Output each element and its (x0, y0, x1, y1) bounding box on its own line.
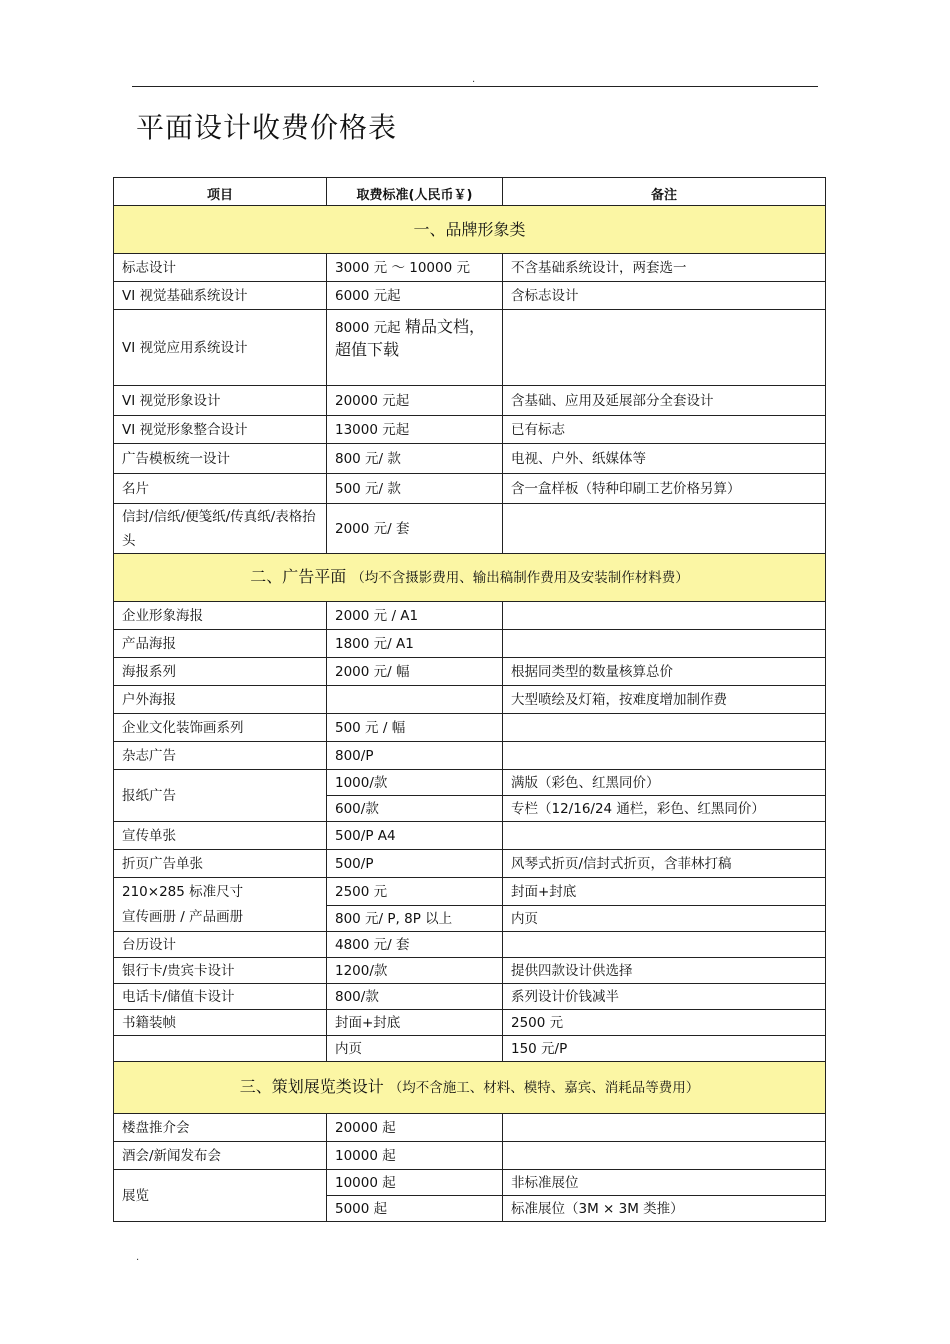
note-cell: 含基础、应用及延展部分全套设计 (503, 386, 826, 416)
item-cell: 银行卡/贵宾卡设计 (114, 958, 327, 984)
table-row (114, 1142, 826, 1170)
item-cell: 信封/信纸/便笺纸/传真纸/表格抬头 (114, 504, 327, 554)
table-row (114, 630, 826, 658)
note-cell: 满版（彩色、红黑同价） (503, 770, 826, 796)
item-cell: 书籍装帧 (114, 1010, 327, 1036)
column-header-item: 项目 (114, 178, 327, 206)
price-table (113, 177, 826, 1222)
item-cell (114, 878, 327, 932)
fee-text: 8000 元起 (335, 320, 401, 336)
note-cell: 含一盒样板（特种印刷工艺价格另算） (503, 474, 826, 504)
table-row (114, 770, 826, 796)
fee-cell: 10000 起 (327, 1142, 503, 1170)
fee-cell: 2000 元 / A1 (327, 602, 503, 630)
fee-cell: 2000 元/ 幅 (327, 658, 503, 686)
item-cell: 杂志广告 (114, 742, 327, 770)
note-cell: 根据同类型的数量核算总价 (503, 658, 826, 686)
fee-cell: 800 元/ P, 8P 以上 (327, 906, 503, 932)
table-row (114, 1170, 826, 1196)
note-cell (503, 822, 826, 850)
fee-cell: 1200/款 (327, 958, 503, 984)
section-note: （均不含摄影费用、输出稿制作费用及安装制作材料费） (351, 570, 689, 586)
footer-dot: . (136, 1252, 140, 1263)
column-header-note: 备注 (503, 178, 826, 206)
table-row (114, 822, 826, 850)
note-cell: 提供四款设计供选择 (503, 958, 826, 984)
watermark-text: 精品文档， (404, 317, 485, 336)
table-header-row (114, 178, 826, 206)
note-cell: 大型喷绘及灯箱，按难度增加制作费 (503, 686, 826, 714)
fee-cell: 2000 元/ 套 (327, 504, 503, 554)
item-cell: 企业形象海报 (114, 602, 327, 630)
note-cell: 含标志设计 (503, 282, 826, 310)
item-cell: 广告模板统一设计 (114, 444, 327, 474)
table-row (114, 1010, 826, 1036)
column-header-fee: 取费标准(人民币￥) (327, 178, 503, 206)
note-cell: 电视、户外、纸媒体等 (503, 444, 826, 474)
table-row (114, 878, 826, 906)
item-cell: VI 视觉基础系统设计 (114, 282, 327, 310)
item-cell: 展览 (114, 1170, 327, 1222)
fee-cell: 20000 起 (327, 1114, 503, 1142)
table-row (114, 1114, 826, 1142)
table-row (114, 850, 826, 878)
note-cell (503, 602, 826, 630)
table-row (114, 932, 826, 958)
note-cell: 标准展位（3M × 3M 类推） (503, 1196, 826, 1222)
section-header (114, 554, 826, 602)
fee-cell (327, 686, 503, 714)
item-cell: 折页广告单张 (114, 850, 327, 878)
watermark-text-line2: 超值下载 (335, 340, 400, 359)
fee-cell: 1000/款 (327, 770, 503, 796)
fee-cell: 5000 起 (327, 1196, 503, 1222)
note-cell (503, 742, 826, 770)
item-cell: 台历设计 (114, 932, 327, 958)
note-cell: 非标准展位 (503, 1170, 826, 1196)
note-cell (503, 714, 826, 742)
fee-cell: 封面+封底 (327, 1010, 503, 1036)
item-cell: 报纸广告 (114, 770, 327, 822)
item-cell: VI 视觉形象整合设计 (114, 416, 327, 444)
item-cell: VI 视觉应用系统设计 (114, 310, 327, 386)
table-row (114, 416, 826, 444)
table-row (114, 474, 826, 504)
item-line: 宣传画册 / 产品画册 (122, 908, 244, 925)
fee-cell: 500/P (327, 850, 503, 878)
note-cell: 150 元/P (503, 1036, 826, 1062)
item-cell: VI 视觉形象设计 (114, 386, 327, 416)
note-cell: 已有标志 (503, 416, 826, 444)
table-row (114, 714, 826, 742)
item-cell: 标志设计 (114, 254, 327, 282)
item-line: 210×285 标准尺寸 (122, 883, 244, 900)
item-cell: 酒会/新闻发布会 (114, 1142, 327, 1170)
note-cell (503, 932, 826, 958)
table-row (114, 310, 826, 386)
note-cell (503, 1114, 826, 1142)
item-cell: 产品海报 (114, 630, 327, 658)
table-row (114, 504, 826, 554)
note-cell: 内页 (503, 906, 826, 932)
item-cell: 户外海报 (114, 686, 327, 714)
table-row (114, 686, 826, 714)
table-row (114, 602, 826, 630)
fee-cell: 500 元/ 款 (327, 474, 503, 504)
note-cell: 专栏（12/16/24 通栏，彩色、红黑同价） (503, 796, 826, 822)
section-title: 二、广告平面 (250, 567, 347, 586)
note-cell (503, 1142, 826, 1170)
section-header (114, 206, 826, 254)
fee-cell: 13000 元起 (327, 416, 503, 444)
fee-cell: 4800 元/ 套 (327, 932, 503, 958)
note-cell: 不含基础系统设计，两套选一 (503, 254, 826, 282)
item-cell (114, 1036, 327, 1062)
table-row (114, 1036, 826, 1062)
fee-cell (327, 310, 503, 386)
item-cell: 名片 (114, 474, 327, 504)
note-cell (503, 504, 826, 554)
note-cell: 2500 元 (503, 1010, 826, 1036)
item-cell: 企业文化装饰画系列 (114, 714, 327, 742)
fee-cell: 600/款 (327, 796, 503, 822)
table-row (114, 444, 826, 474)
fee-cell: 3000 元 ～ 10000 元 (327, 254, 503, 282)
table-row (114, 658, 826, 686)
item-cell: 海报系列 (114, 658, 327, 686)
header-rule (132, 86, 818, 87)
item-cell: 宣传单张 (114, 822, 327, 850)
note-cell (503, 310, 826, 386)
table-row (114, 742, 826, 770)
table-row (114, 282, 826, 310)
table-row (114, 984, 826, 1010)
section-header (114, 1062, 826, 1114)
table-row (114, 254, 826, 282)
note-cell: 系列设计价钱减半 (503, 984, 826, 1010)
table-row (114, 958, 826, 984)
fee-cell: 500/P A4 (327, 822, 503, 850)
section-note: （均不含施工、材料、模特、嘉宾、消耗品等费用） (388, 1080, 700, 1096)
fee-cell: 800/P (327, 742, 503, 770)
note-cell: 风琴式折页/信封式折页，含菲林打稿 (503, 850, 826, 878)
fee-cell: 1800 元/ A1 (327, 630, 503, 658)
fee-cell: 10000 起 (327, 1170, 503, 1196)
item-cell: 楼盘推介会 (114, 1114, 327, 1142)
note-cell (503, 630, 826, 658)
fee-cell: 内页 (327, 1036, 503, 1062)
table-row (114, 386, 826, 416)
fee-cell: 6000 元起 (327, 282, 503, 310)
page-title: 平面设计收费价格表 (136, 111, 398, 144)
fee-cell: 500 元 / 幅 (327, 714, 503, 742)
fee-cell: 800 元/ 款 (327, 444, 503, 474)
section-title: 三、策划展览类设计 (239, 1077, 384, 1096)
item-cell: 电话卡/储值卡设计 (114, 984, 327, 1010)
fee-cell: 2500 元 (327, 878, 503, 906)
header-dot: . (472, 74, 476, 85)
fee-cell: 800/款 (327, 984, 503, 1010)
section-title: 一、品牌形象类 (413, 219, 526, 239)
note-cell: 封面+封底 (503, 878, 826, 906)
fee-cell: 20000 元起 (327, 386, 503, 416)
